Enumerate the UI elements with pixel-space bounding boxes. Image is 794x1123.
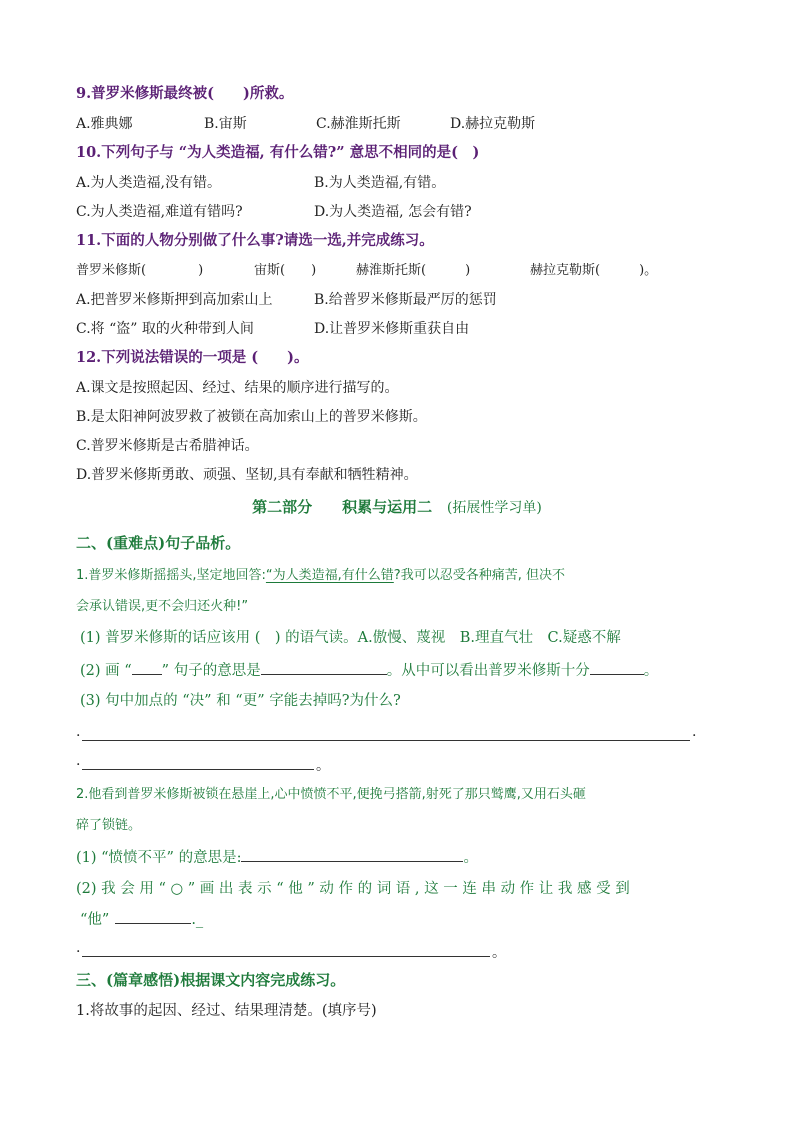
q9-options — [76, 114, 716, 134]
sec2-q2-sub2-line2 — [80, 909, 203, 930]
q10-option-b: B.为人类造福,有错。 — [314, 175, 446, 191]
feeling-blank[interactable] — [115, 909, 191, 924]
q10-stem: 10.下列句子与 “为人类造福, 有什么错?” 意思不相同的是( ) — [76, 144, 480, 161]
q9-option-b: B.宙斯 — [204, 116, 247, 132]
sec2-q2-line1: 2.他看到普罗米修斯被锁在悬崖上,心中愤愤不平,便挽弓搭箭,射死了那只鹫鹰,又用石头砸 — [76, 787, 586, 802]
q11-person-zeus: 宙斯( ) — [254, 263, 317, 278]
q12-option-b: B.是太阳神阿波罗救了被锁在高加索山上的普罗米修斯。 — [76, 409, 427, 425]
q12-option-a: A.课文是按照起因、经过、结果的顺序进行描写的。 — [76, 380, 399, 396]
q10-option-c: C.为人类造福,难道有错吗? — [76, 204, 243, 220]
sec2-heading: 二、(重难点)句子品析。 — [76, 534, 241, 552]
answer-line-dot: . — [692, 724, 697, 740]
sec2-q1-text-b: ?我可以忍受各种痛苦, 但决不 — [393, 568, 565, 583]
q10-options-row2 — [76, 202, 716, 222]
q9-option-c: C.赫淮斯托斯 — [316, 116, 401, 132]
sec2-q1-sub2-text-c: 。从中可以看出普罗米修斯十分 — [386, 663, 590, 679]
answer-line-1[interactable] — [82, 740, 690, 741]
sec2-q2-sub2-end: ._ — [191, 912, 204, 928]
answer-line-dot: . — [76, 753, 81, 769]
meaning-blank[interactable] — [261, 660, 387, 675]
sec2-q1-sub1: (1) 普罗米修斯的话应该用 ( ) 的语气读。A.傲慢、蔑视 B.理直气壮 C.疑惑不解 — [80, 630, 621, 646]
sec2-q1-sub2-text-a: (2) 画 “ — [80, 663, 132, 679]
q11-stem: 11.下面的人物分别做了什么事?请选一选,并完成练习。 — [76, 232, 434, 249]
sec2-q1-underlined-quote: “为人类造福,有什么错 — [265, 568, 394, 583]
q12-option-d: D.普罗米修斯勇敢、顽强、坚韧,具有奉献和牺牲精神。 — [76, 467, 418, 483]
sec2-q2-sub2-line1: (2) 我 会 用 “ ○ ” 画 出 表 示 “ 他 ” 动 作 的 词 语 , 这 一 连 串 动 作 让 我 感 受 到 — [76, 881, 630, 897]
sec3-heading: 三、(篇章感悟)根据课文内容完成练习。 — [76, 971, 346, 989]
q11-option-d: D.让普罗米修斯重获自由 — [314, 321, 470, 337]
sec2-q2-sub1-end: 。 — [463, 850, 478, 866]
sec3-q1: 1.将故事的起因、经过、结果理清楚。(填序号) — [76, 1003, 377, 1019]
sec2-q1-sub2 — [80, 660, 658, 681]
q9-option-a: A.雅典娜 — [76, 116, 133, 132]
answer-line-dot: . — [76, 724, 81, 740]
sec2-q1-text-a: 1.普罗米修斯摇摇头,坚定地回答: — [76, 568, 266, 583]
q12-stem: 12.下列说法错误的一项是 ( )。 — [76, 349, 309, 366]
q11-person-heracles: 赫拉克勒斯( )。 — [530, 263, 658, 278]
sec2-q1-line1 — [76, 566, 565, 586]
part2-header — [0, 496, 794, 519]
q10-option-a: A.为人类造福,没有错。 — [76, 175, 222, 191]
q9-stem: 9.普罗米修斯最终被( )所救。 — [76, 85, 294, 102]
q9-option-d: D.赫拉克勒斯 — [450, 116, 536, 132]
sec2-q2-sub2-he: “他” — [80, 912, 110, 928]
trait-blank[interactable] — [590, 660, 644, 675]
meaning-blank[interactable] — [241, 847, 463, 862]
q11-person-prometheus: 普罗米修斯( ) — [76, 263, 204, 278]
mark-blank — [132, 660, 162, 675]
sec2-q2-sub1 — [76, 847, 478, 868]
q11-option-c: C.将 “盗” 取的火种带到人间 — [76, 321, 254, 337]
q11-options-row2 — [76, 319, 716, 339]
q10-options-row1 — [76, 173, 716, 193]
q10-option-d: D.为人类造福, 怎会有错? — [314, 204, 472, 220]
sec2-q1-sub3: (3) 句中加点的 “决” 和 “更” 字能去掉吗?为什么? — [80, 693, 401, 709]
q11-persons — [76, 261, 716, 281]
answer-line-dot: . — [76, 940, 81, 956]
part2-subtitle: (拓展性学习单) — [446, 500, 542, 516]
sec2-q1-line2: 会承认错误,更不会归还火种!” — [76, 599, 249, 614]
answer-line-end: 。 — [316, 758, 330, 774]
answer-line-2[interactable] — [82, 769, 314, 770]
q11-option-b: B.给普罗米修斯最严厉的惩罚 — [314, 292, 497, 308]
part2-title: 第二部分 积累与运用二 — [252, 498, 433, 516]
q12-option-c: C.普罗米修斯是古希腊神话。 — [76, 438, 259, 454]
sec2-q2-sub1-text: (1) “愤愤不平” 的意思是: — [76, 850, 242, 866]
sec2-q1-sub2-text-d: 。 — [643, 663, 659, 679]
q11-option-a: A.把普罗米修斯押到高加索山上 — [76, 292, 273, 308]
q11-person-hephaestus: 赫淮斯托斯( ) — [356, 263, 471, 278]
answer-line-3[interactable] — [82, 956, 490, 957]
q11-options-row1 — [76, 290, 716, 310]
answer-line-end: 。 — [492, 945, 506, 961]
sec2-q2-line2: 碎了锁链。 — [76, 818, 142, 833]
sec2-q1-sub2-text-b: ” 句子的意思是 — [161, 663, 261, 679]
